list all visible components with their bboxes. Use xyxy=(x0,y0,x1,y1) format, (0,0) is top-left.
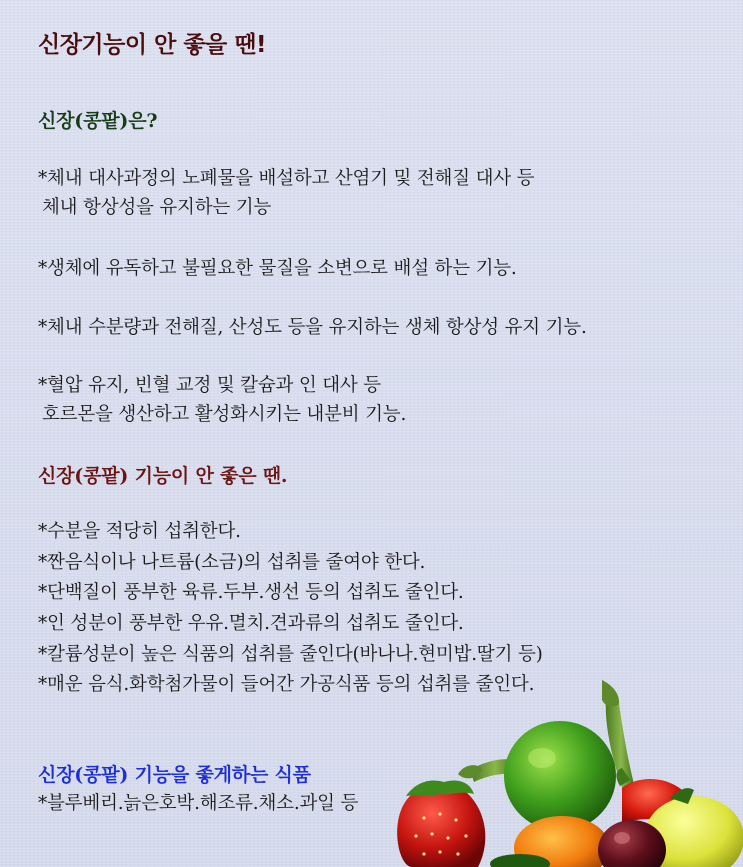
section2-item-6: *매운 음식.화학첨가물이 들어간 가공식품 등의 섭취를 줄인다. xyxy=(38,674,535,695)
section2-item-4: *인 성분이 풍부한 우유.멸치.견과류의 섭취도 줄인다. xyxy=(38,613,464,634)
section2-item-5: *칼륨성분이 높은 식품의 섭취를 줄인다(바나나.현미밥.딸기 등) xyxy=(38,644,543,665)
section1-item-2: *생체에 유독하고 불필요한 물질을 소변으로 배설 하는 기능. xyxy=(38,258,517,279)
section1-item-4-line-1: *혈압 유지, 빈혈 교정 및 칼슘과 인 대사 등 xyxy=(38,375,381,396)
section3-heading: 신장(콩팥) 기능을 좋게하는 식품 xyxy=(38,764,311,786)
section2-item-2: *짠음식이나 나트륨(소금)의 섭취를 줄여야 한다. xyxy=(38,552,426,573)
section1-item-3: *체내 수분량과 전해질, 산성도 등을 유지하는 생체 항상성 유지 기능. xyxy=(38,317,587,338)
section1-item-1-line-2: 체내 항상성을 유지하는 기능 xyxy=(42,197,272,218)
section2-item-3: *단백질이 풍부한 육류.두부.생선 등의 섭취도 줄인다. xyxy=(38,582,464,603)
section1-item-1-line-1: *체내 대사과정의 노폐물을 배설하고 산염기 및 전해질 대사 등 xyxy=(38,168,535,189)
section2-heading: 신장(콩팥) 기능이 안 좋은 땐. xyxy=(38,465,288,487)
page-title: 신장기능이 안 좋을 땐! xyxy=(38,32,266,58)
fruit-vegetable-pile-image xyxy=(370,678,743,867)
section3-text: *블루베리.늙은호박.해조류.채소.과일 등 xyxy=(38,793,359,814)
section2-item-1: *수분을 적당히 섭취한다. xyxy=(38,521,241,542)
section1-heading: 신장(콩팥)은? xyxy=(38,110,158,132)
section1-item-4-line-2: 호르몬을 생산하고 활성화시키는 내분비 기능. xyxy=(42,404,407,425)
